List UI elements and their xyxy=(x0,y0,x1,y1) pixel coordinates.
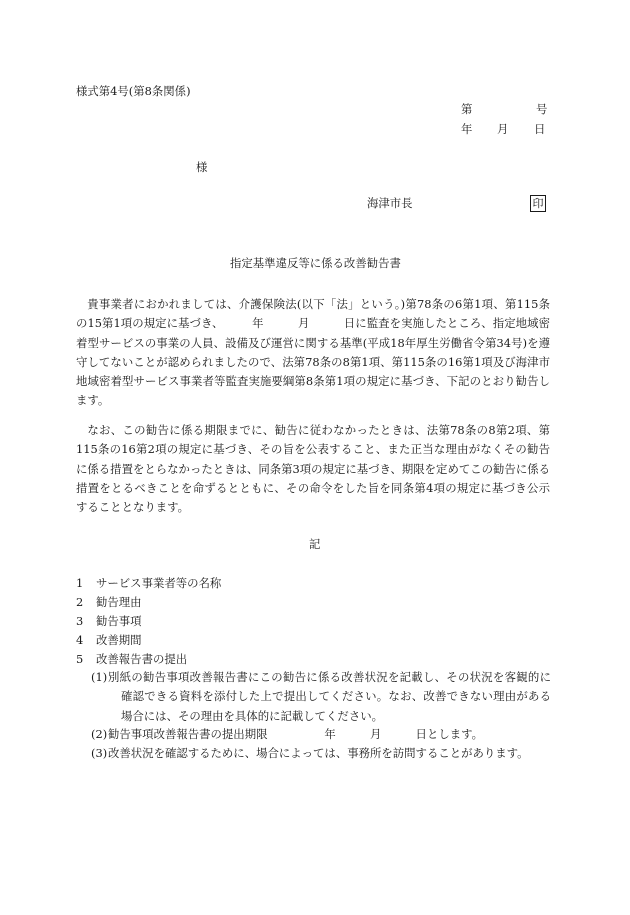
sub-item-text: 改善状況を確認するために、場合によっては、事務所を訪問することがあります。 xyxy=(108,746,529,760)
sub-item-number: (1) xyxy=(91,670,108,684)
list-item-label: 勧告理由 xyxy=(96,595,142,609)
list-item-number: 1 xyxy=(76,576,84,590)
list-item xyxy=(76,635,142,646)
body-paragraph-2 xyxy=(76,421,550,517)
list-item-label: 改善報告書の提出 xyxy=(96,652,188,666)
seal-stamp: 印 xyxy=(530,195,546,212)
list-item xyxy=(76,578,221,589)
sub-item-text: 別紙の勧告事項改善報告書にこの勧告に係る改善状況を記載し、その状況を客観的に確認できる資料を添付した上で提出してください。なお、改善できない理由がある場合には、その理由を具体的に記載してください。 xyxy=(108,670,551,723)
date-day: 日 xyxy=(534,122,546,136)
sub-item-text: 勧告事項改善報告書の提出期限 年 月 日とします。 xyxy=(108,727,483,741)
body-paragraph-2-text: なお、この勧告に係る期限までに、勧告に従わなかったときは、法第78条の8第2項、第115条の16第2項の規定に基づき、その旨を公表すること、また正当な理由がなくその勧告に係る措置をとらなかったときは、同条第3項の規定に基づき、期限を定めてこの勧告に係る措置をとるべきことを命ずるとともに、その命令をした旨を同条第4項の規定に基づき公示することとなります。 xyxy=(76,423,550,515)
number-suffix: 号 xyxy=(536,102,548,116)
number-prefix: 第 xyxy=(461,102,473,116)
sub-item xyxy=(91,668,551,726)
sub-item-number: (2) xyxy=(91,727,108,741)
sender-name: 海津市長 xyxy=(367,196,413,210)
list-item-label: サービス事業者等の名称 xyxy=(96,576,222,590)
list-item-label: 勧告事項 xyxy=(96,614,142,628)
sub-item-number: (3) xyxy=(91,746,108,760)
addressee-honorific: 様 xyxy=(196,160,208,174)
sub-item xyxy=(91,725,551,744)
document-title: 指定基準違反等に係る改善勧告書 xyxy=(230,256,401,270)
ki-heading: 記 xyxy=(309,537,321,551)
body-paragraph-1-text: 貴事業者におかれましては、介護保険法(以下「法」という。)第78条の6第1項、第115条の15第1項の規定に基づき、 年 月 日に監査を実施したところ、指定地域密着型サービスの事業の人員、設備及び運営に関する基準(平成18年厚生労働省令第34号)を遵守してないことが認められましたので、法第78条の8第1項、第115条の16第1項及び海津市地域密着型サービス事業者等監査実施要綱第8条第1項の規定に基づき、下記のとおり勧告します。 xyxy=(76,297,550,408)
list-item-number: 5 xyxy=(76,652,84,666)
sub-item xyxy=(91,744,551,763)
list-item-number: 2 xyxy=(76,595,84,609)
body-paragraph-1 xyxy=(76,295,550,411)
date-month: 月 xyxy=(497,122,509,136)
list-item-number: 4 xyxy=(76,633,84,647)
list-item xyxy=(76,616,142,627)
list-item-number: 3 xyxy=(76,614,84,628)
list-item xyxy=(76,654,187,665)
form-number: 様式第4号(第8条関係) xyxy=(76,84,191,98)
list-item-label: 改善期間 xyxy=(96,633,142,647)
list-item xyxy=(76,597,142,608)
date-year: 年 xyxy=(461,122,473,136)
